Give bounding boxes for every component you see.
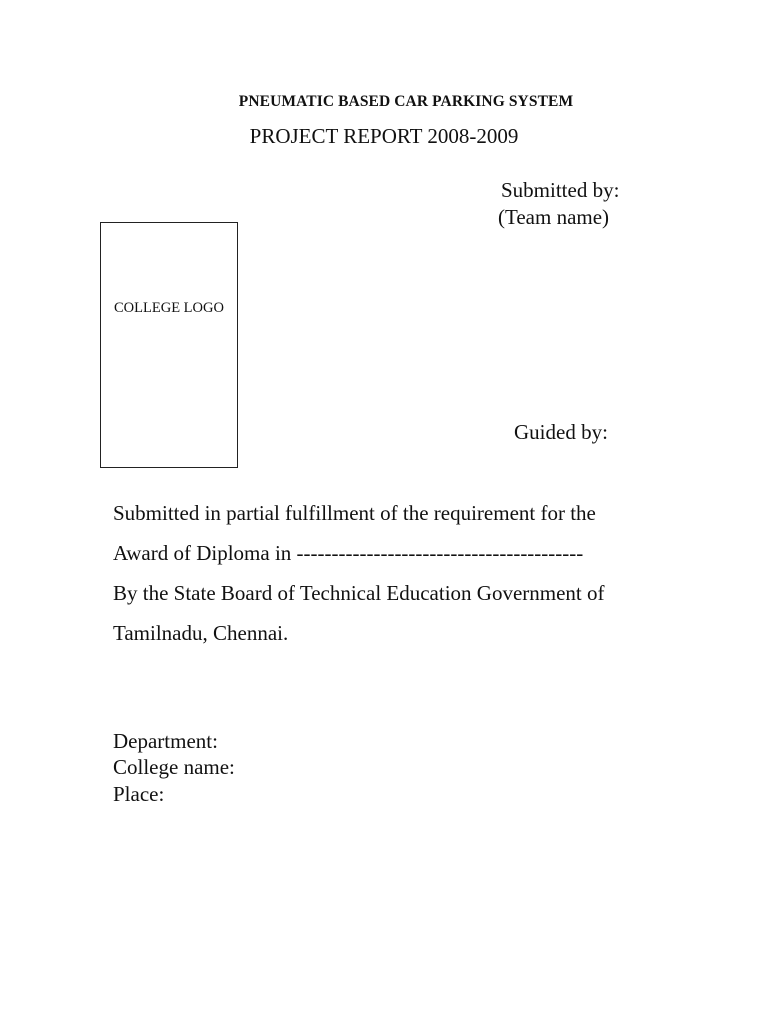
submission-paragraph-line: Tamilnadu, Chennai. xyxy=(113,621,289,645)
project-title: PNEUMATIC BASED CAR PARKING SYSTEM xyxy=(238,93,574,110)
college-name-label: College name: xyxy=(113,755,235,779)
guided-by-label: Guided by: xyxy=(514,420,608,444)
team-name-placeholder: (Team name) xyxy=(498,205,610,229)
report-subtitle: PROJECT REPORT 2008-2009 xyxy=(249,124,519,148)
submitted-by-label: Submitted by: xyxy=(501,178,620,202)
submission-paragraph-line: Submitted in partial fulfillment of the requirement for the xyxy=(113,501,596,525)
college-logo-placeholder xyxy=(100,222,238,468)
submission-paragraph-line: By the State Board of Technical Education Government of xyxy=(113,581,605,605)
submission-paragraph-line: Award of Diploma in ----------------------------------------- xyxy=(113,541,584,565)
department-label: Department: xyxy=(113,729,218,753)
college-logo-label: COLLEGE LOGO xyxy=(114,300,224,316)
place-label: Place: xyxy=(113,782,165,806)
